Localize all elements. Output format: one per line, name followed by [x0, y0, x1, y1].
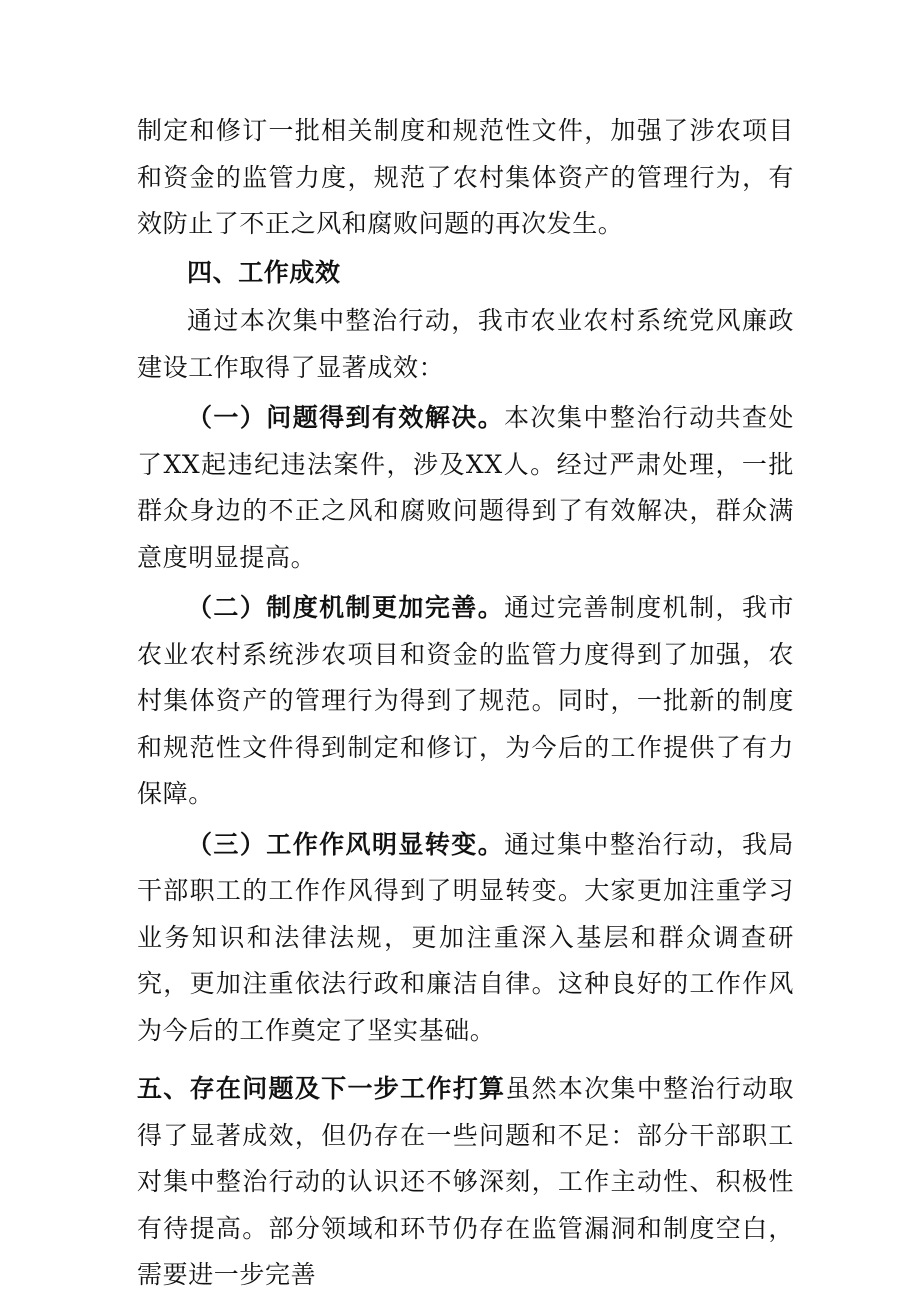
- item-3-title: （三）工作作风明显转变。: [187, 829, 505, 859]
- section-4-lead: 通过本次集中整治行动，我市农业农村系统党风廉政建设工作取得了显著成效：: [137, 306, 794, 382]
- section-4-heading: 四、工作成效: [187, 257, 341, 287]
- item-1-body: 本次集中整治行动共查处了XX起违纪违法案件，涉及XX人。经过严肃处理，一批群众身边的不正之风和腐败问题得到了有效解决，群众满意度明显提高。: [137, 403, 794, 572]
- item-2-paragraph: [137, 585, 794, 818]
- item-2-body: 通过完善制度机制，我市农业农村系统涉农项目和资金的监管力度得到了加强，农村集体资产的管理行为得到了规范。同时，一批新的制度和规范性文件得到制定和修订，为今后的工作提供了有力保障。: [137, 593, 794, 808]
- item-1-title: （一）问题得到有效解决。: [187, 403, 505, 432]
- intro-paragraph: 制定和修订一批相关制度和规范性文件，加强了涉农项目和资金的监管力度，规范了农村集体资产的管理行为，有效防止了不正之风和腐败问题的再次发生。: [137, 116, 794, 238]
- item-3-paragraph: [137, 822, 794, 1055]
- section-5-paragraph: [137, 1066, 794, 1299]
- section-5-heading: 五、存在问题及下一步工作打算: [137, 1074, 506, 1103]
- section-5-body: 虽然本次集中整治行动取得了显著成效，但仍存在一些问题和不足：部分干部职工对集中整治行动的认识还不够深刻，工作主动性、积极性有待提高。部分领域和环节仍存在监管漏洞和制度空白，需要进一步完善: [137, 1074, 794, 1289]
- item-3-body: 通过集中整治行动，我局干部职工的工作作风得到了明显转变。大家更加注重学习业务知识和法律法规，更加注重深入基层和群众调查研究，更加注重依法行政和廉洁自律。这种良好的工作作风为今后的工作奠定了坚实基础。: [137, 829, 794, 1045]
- item-1-paragraph: [137, 395, 794, 581]
- item-2-title: （二）制度机制更加完善。: [187, 593, 505, 622]
